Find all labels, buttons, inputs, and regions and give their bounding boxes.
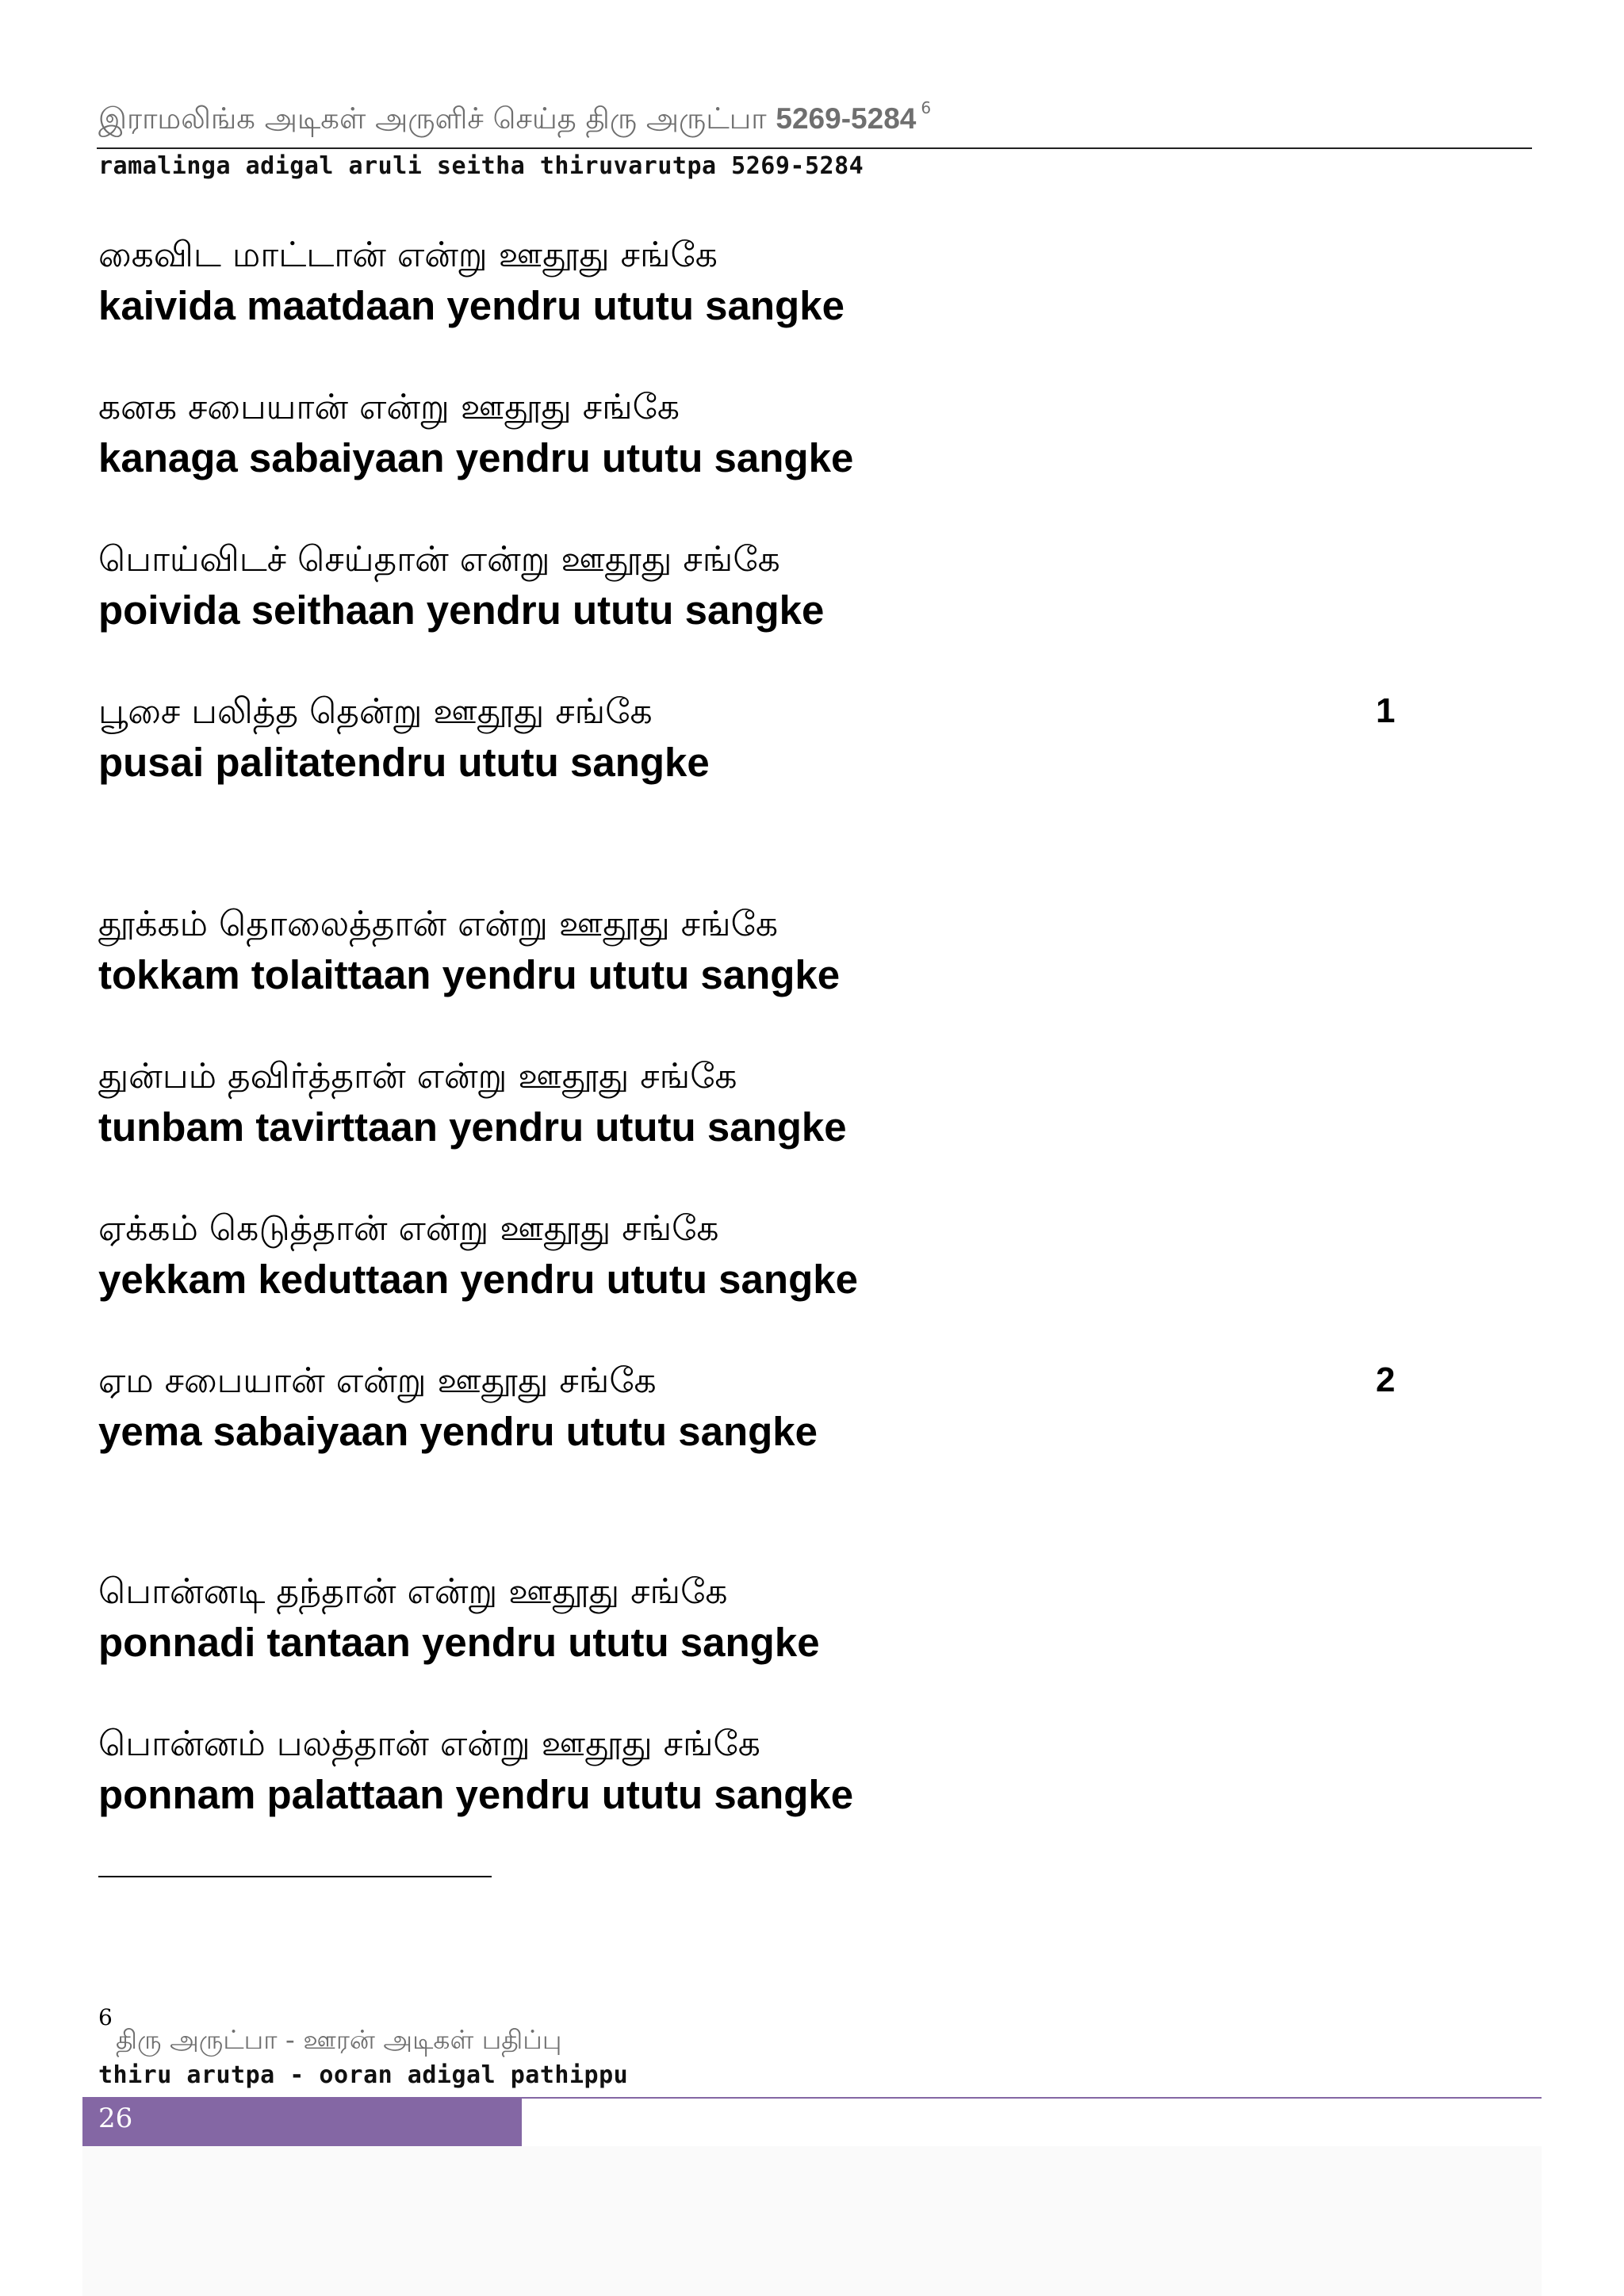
header-footnote-ref[interactable]: 6: [921, 98, 932, 117]
verse-number: 1: [1376, 691, 1396, 730]
header-rule: [97, 147, 1532, 149]
footnote-mark: 6: [98, 2004, 113, 2030]
footnote-text-tamil: திரு அருட்பா - ஊரன் அடிகள் பதிப்பு: [116, 2024, 562, 2055]
verse-line-tamil: ஏக்கம் கெடுத்தான் என்று ஊதூது சங்கே: [98, 1208, 719, 1249]
verse-number: 2: [1376, 1360, 1396, 1399]
footnote-rule: [98, 1876, 492, 1877]
verse-line-latin: pusai palitatendru ututu sangke: [98, 740, 710, 785]
verse-line-tamil: கனக சபையான் என்று ஊதூது சங்கே: [98, 387, 680, 427]
verse-line-latin: tokkam tolaittaan yendru ututu sangke: [98, 952, 841, 997]
verse-line-tamil: பொன்னடி தந்தான் என்று ஊதூது சங்கே: [98, 1571, 728, 1612]
verse-line-latin: yema sabaiyaan yendru ututu sangke: [98, 1409, 818, 1454]
header-title-tamil: [98, 98, 932, 140]
verse-line-latin: yekkam keduttaan yendru ututu sangke: [98, 1257, 858, 1302]
header-title-latin: ramalinga adigal aruli seitha thiruvarutpa 5269-5284: [98, 152, 864, 180]
verse-line-tamil: துன்பம் தவிர்த்தான் என்று ஊதூது சங்கே: [98, 1056, 737, 1096]
header-title-tamil-text: இராமலிங்க அடிகள் அருளிச் செய்த திரு அருட்பா: [98, 101, 767, 136]
footnote-text-latin: thiru arutpa - ooran adigal pathippu: [98, 2061, 629, 2089]
page-number-tab: [82, 2099, 522, 2146]
verse-line-tamil: பொன்னம் பலத்தான் என்று ஊதூது சங்கே: [98, 1724, 760, 1764]
verse-line-latin: kaivida maatdaan yendru ututu sangke: [98, 283, 845, 328]
verse-line-latin: poivida seithaan yendru ututu sangke: [98, 587, 825, 633]
verse-line-latin: ponnadi tantaan yendru ututu sangke: [98, 1620, 820, 1665]
verse-line-tamil: ஏம சபையான் என்று ஊதூது சங்கே: [98, 1360, 657, 1401]
verse-line-latin: ponnam palattaan yendru ututu sangke: [98, 1772, 854, 1817]
verse-line-latin: kanaga sabaiyaan yendru ututu sangke: [98, 435, 854, 480]
verse-line-tamil: கைவிட மாட்டான் என்று ஊதூது சங்கே: [98, 235, 718, 275]
verse-line-tamil: தூக்கம் தொலைத்தான் என்று ஊதூது சங்கே: [98, 904, 779, 944]
header-title-range: 5269-5284: [776, 102, 917, 135]
verse-line-tamil: பொய்விடச் செய்தான் என்று ஊதூது சங்கே: [98, 539, 780, 580]
verse-line-latin: tunbam tavirttaan yendru ututu sangke: [98, 1104, 847, 1150]
page-number: 26: [98, 2103, 133, 2134]
verse-line-tamil: பூசை பலித்த தென்று ஊதூது சங்கே: [98, 691, 653, 732]
footer-band: [82, 2146, 1542, 2296]
